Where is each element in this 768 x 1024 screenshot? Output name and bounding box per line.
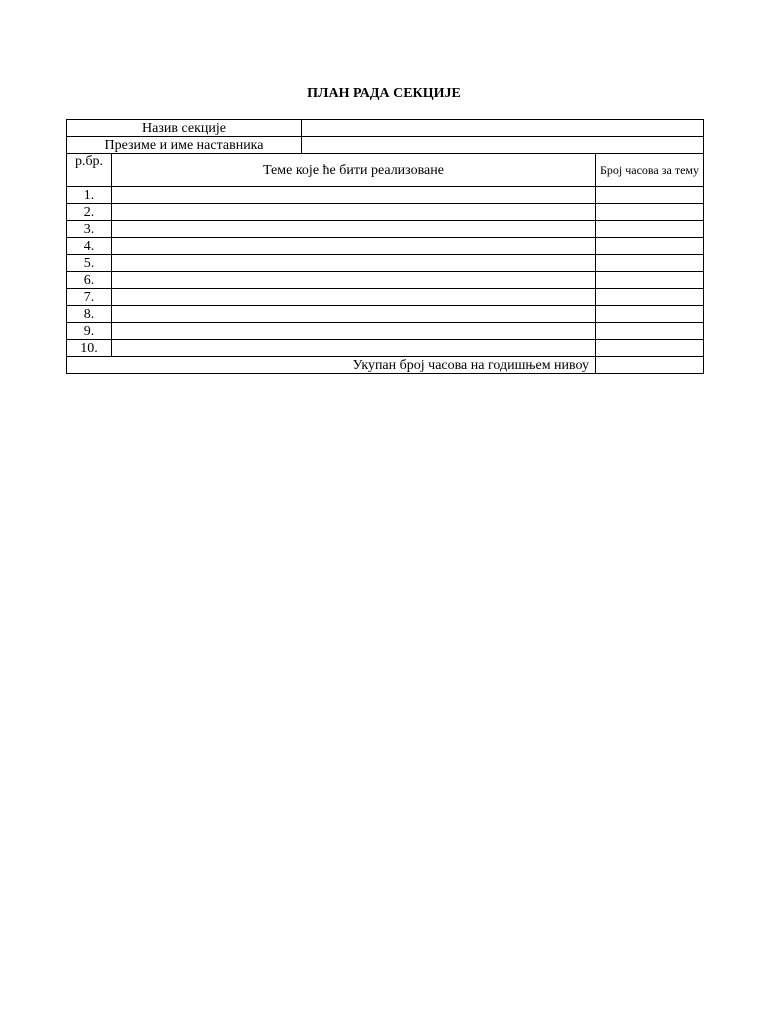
section-name-label: Назив секције (67, 120, 302, 137)
table-row (67, 221, 704, 238)
table-row (67, 187, 704, 204)
row-number: 4. (67, 238, 112, 255)
teacher-row (67, 137, 704, 154)
topic-cell[interactable] (112, 323, 596, 340)
topic-cell[interactable] (112, 289, 596, 306)
section-name-field[interactable] (302, 120, 704, 137)
page-title: ПЛАН РАДА СЕКЦИЈЕ (307, 86, 461, 101)
column-header-hours: Број часова за тему (596, 154, 704, 187)
table-row (67, 340, 704, 357)
topic-cell[interactable] (112, 187, 596, 204)
row-number: 6. (67, 272, 112, 289)
row-number: 7. (67, 289, 112, 306)
row-number: 1. (67, 187, 112, 204)
total-hours-label: Укупан број часова на годишњем нивоу (67, 357, 596, 374)
topic-cell[interactable] (112, 272, 596, 289)
hours-cell[interactable] (596, 221, 704, 238)
topic-cell[interactable] (112, 255, 596, 272)
hours-cell[interactable] (596, 340, 704, 357)
hours-cell[interactable] (596, 323, 704, 340)
total-row (67, 357, 704, 374)
row-number: 9. (67, 323, 112, 340)
hours-cell[interactable] (596, 289, 704, 306)
row-number: 3. (67, 221, 112, 238)
teacher-label: Презиме и име наставника (67, 137, 302, 154)
topic-cell[interactable] (112, 306, 596, 323)
table-row (67, 323, 704, 340)
hours-cell[interactable] (596, 204, 704, 221)
section-name-row (67, 120, 704, 137)
column-header-row (67, 154, 704, 187)
column-header-number: р.бр. (67, 154, 112, 187)
hours-cell[interactable] (596, 306, 704, 323)
table-row (67, 306, 704, 323)
table-row (67, 255, 704, 272)
hours-cell[interactable] (596, 272, 704, 289)
row-number: 5. (67, 255, 112, 272)
hours-cell[interactable] (596, 255, 704, 272)
table-row (67, 238, 704, 255)
topic-cell[interactable] (112, 340, 596, 357)
column-header-topics: Теме које ће бити реализоване (112, 154, 596, 187)
topic-cell[interactable] (112, 204, 596, 221)
teacher-name-field[interactable] (302, 137, 704, 154)
row-number: 2. (67, 204, 112, 221)
hours-cell[interactable] (596, 187, 704, 204)
row-number: 10. (67, 340, 112, 357)
section-plan-table (66, 119, 704, 374)
table-row (67, 289, 704, 306)
table-row (67, 272, 704, 289)
row-number: 8. (67, 306, 112, 323)
total-hours-cell[interactable] (596, 357, 704, 374)
table-row (67, 204, 704, 221)
hours-cell[interactable] (596, 238, 704, 255)
topic-cell[interactable] (112, 238, 596, 255)
topic-cell[interactable] (112, 221, 596, 238)
